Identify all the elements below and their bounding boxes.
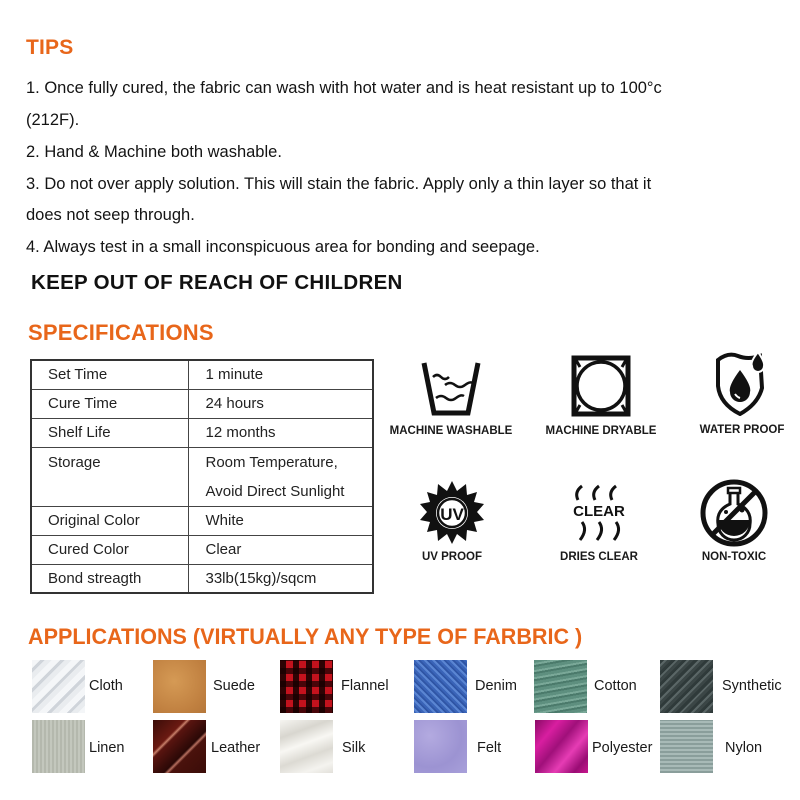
fabric-swatch-synthetic bbox=[660, 660, 713, 713]
no-flask-icon bbox=[699, 478, 769, 548]
feature-machine-dryable bbox=[531, 355, 671, 445]
feature-label: NON-TOXIC bbox=[701, 551, 767, 563]
fabric-swatch-denim bbox=[414, 660, 467, 713]
spec-value bbox=[188, 447, 373, 506]
spec-value-line: Avoid Direct Sunlight bbox=[205, 482, 345, 500]
spec-key: Bond streagth bbox=[31, 564, 188, 593]
fabric-swatch-polyester bbox=[535, 720, 588, 773]
fabric-swatch-cotton bbox=[534, 660, 587, 713]
feature-non-toxic bbox=[664, 478, 800, 570]
fabric-label: Denim bbox=[475, 678, 517, 694]
spec-key: Set Time bbox=[31, 360, 188, 389]
spec-value: 1 minute bbox=[188, 360, 373, 389]
feature-label: DRIES CLEAR bbox=[560, 551, 638, 563]
fabric-label: Felt bbox=[477, 740, 502, 756]
spec-key: Cure Time bbox=[31, 389, 188, 418]
fabric-label: Nylon bbox=[725, 740, 763, 756]
tip-line: 2. Hand & Machine both washable. bbox=[26, 143, 282, 161]
table-row bbox=[31, 447, 373, 506]
spec-value: 24 hours bbox=[188, 389, 373, 418]
svg-text:UV: UV bbox=[440, 505, 464, 524]
feature-dries-clear bbox=[529, 482, 669, 572]
feature-water-proof bbox=[672, 350, 800, 445]
feature-machine-washable bbox=[381, 355, 521, 445]
fabric-swatch-silk bbox=[280, 720, 333, 773]
fabric-swatch-nylon bbox=[660, 720, 713, 773]
svg-text:CLEAR: CLEAR bbox=[573, 503, 625, 520]
spec-key: Cured Color bbox=[31, 535, 188, 564]
fabric-label: Synthetic bbox=[722, 678, 782, 694]
spec-value: 33lb(15kg)/sqcm bbox=[188, 564, 373, 593]
tip-line: (212F). bbox=[26, 111, 80, 129]
feature-label: UV PROOF bbox=[421, 551, 483, 563]
fabric-label: Flannel bbox=[341, 678, 389, 694]
fabric-label: Polyester bbox=[592, 740, 653, 756]
tip-line: 4. Always test in a small inconspicuous area for bonding and seepage. bbox=[26, 238, 540, 256]
fabric-swatch-felt bbox=[414, 720, 467, 773]
table-row bbox=[31, 535, 373, 564]
feature-label: WATER PROOF bbox=[699, 424, 785, 436]
fabric-label: Leather bbox=[211, 740, 261, 756]
spec-value: Clear bbox=[188, 535, 373, 564]
fabric-swatch-suede bbox=[153, 660, 206, 713]
fabric-label: Linen bbox=[89, 740, 125, 756]
shield-water-drop-icon bbox=[710, 350, 774, 416]
spec-key: Shelf Life bbox=[31, 418, 188, 447]
clear-steam-icon bbox=[566, 482, 632, 544]
spec-value: White bbox=[188, 506, 373, 535]
fabric-label: Silk bbox=[342, 740, 366, 756]
table-row bbox=[31, 418, 373, 447]
fabric-label: Cloth bbox=[89, 678, 123, 694]
child-safety-warning: KEEP OUT OF REACH OF CHILDREN bbox=[31, 271, 403, 294]
fabric-label: Cotton bbox=[594, 678, 637, 694]
specifications-table bbox=[30, 359, 374, 594]
spec-key: Original Color bbox=[31, 506, 188, 535]
tips-heading: TIPS bbox=[26, 36, 74, 59]
fabric-swatch-leather bbox=[153, 720, 206, 773]
fabric-swatch-flannel bbox=[280, 660, 333, 713]
table-row bbox=[31, 564, 373, 593]
uv-sun-icon bbox=[419, 480, 485, 546]
tumble-dry-icon bbox=[570, 355, 632, 417]
fabric-label: Suede bbox=[213, 678, 255, 694]
tip-line: 1. Once fully cured, the fabric can wash with hot water and is heat resistant up to 100°c bbox=[26, 79, 662, 97]
table-row bbox=[31, 506, 373, 535]
specifications-heading: SPECIFICATIONS bbox=[28, 320, 214, 345]
wash-tub-icon bbox=[416, 355, 486, 417]
feature-label: MACHINE WASHABLE bbox=[389, 425, 513, 437]
table-row bbox=[31, 389, 373, 418]
spec-value-line: Room Temperature, bbox=[205, 453, 338, 471]
fabric-swatch-cloth bbox=[32, 660, 85, 713]
applications-heading: APPLICATIONS (VIRTUALLY ANY TYPE OF FARBRIC ) bbox=[28, 624, 583, 649]
table-row bbox=[31, 360, 373, 389]
spec-key: Storage bbox=[31, 447, 188, 506]
tip-line: 3. Do not over apply solution. This will stain the fabric. Apply only a thin layer so that it bbox=[26, 175, 652, 193]
tip-line: does not seep through. bbox=[26, 206, 195, 224]
feature-uv-proof bbox=[382, 480, 522, 570]
fabric-swatch-linen bbox=[32, 720, 85, 773]
spec-value: 12 months bbox=[188, 418, 373, 447]
feature-label: MACHINE DRYABLE bbox=[545, 425, 657, 437]
